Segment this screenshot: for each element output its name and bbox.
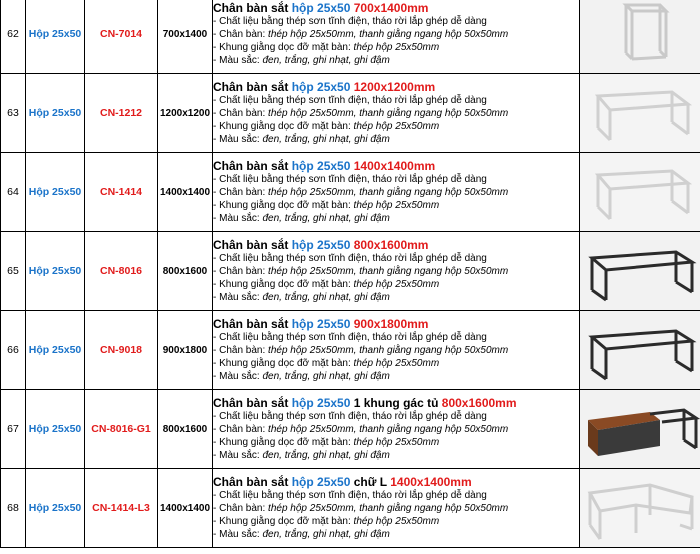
row-description: [213, 74, 580, 153]
spec-material: - Chất liệu bằng thép sơn tĩnh điện, tháo rời lắp ghép dễ dàng: [213, 489, 487, 501]
row-index: 65: [1, 232, 26, 311]
row-size: 800x1600: [158, 232, 213, 311]
title-size: 1200x1200mm: [353, 79, 436, 94]
spec-legs-label: - Chân bàn:: [213, 107, 266, 119]
spec-frame-label: - Khung giằng dọc đỡ mặt bàn:: [213, 516, 351, 527]
row-description: [213, 311, 580, 390]
product-title: [213, 159, 579, 173]
product-image: [580, 232, 700, 310]
row-product-code: CN-1212: [85, 74, 158, 153]
spec-legs-value: thép hộp 25x50mm, thanh giằng ngang hộp 50x50mm: [268, 186, 509, 198]
product-image: [580, 0, 700, 73]
spec-frame: [213, 199, 579, 212]
spec-colors: [213, 54, 579, 67]
title-prefix: Chân bàn sắt: [213, 0, 289, 15]
product-rows: [1, 0, 700, 548]
row-product-code: CN-7014: [85, 0, 158, 74]
spec-frame: [213, 515, 579, 528]
spec-legs-label: - Chân bàn:: [213, 423, 266, 435]
spec-colors: [213, 212, 579, 225]
title-size: 1400x1400mm: [353, 158, 436, 173]
spec-legs: [213, 107, 579, 120]
spec-legs: [213, 502, 579, 515]
spec-legs: [213, 423, 579, 436]
row-material: Hộp 25x50: [26, 469, 85, 548]
row-description: [213, 0, 580, 74]
spec-colors-label: - Màu sắc:: [213, 134, 260, 146]
product-image: [580, 74, 700, 152]
spec-legs-value: thép hộp 25x50mm, thanh giằng ngang hộp 50x50mm: [268, 502, 509, 514]
spec-legs: [213, 265, 579, 278]
title-prefix: Chân bàn sắt: [213, 316, 289, 331]
product-illustration: [580, 390, 700, 468]
spec-frame-label: - Khung giằng dọc đỡ mặt bàn:: [213, 358, 351, 369]
title-extra: 1 khung gác tủ: [353, 395, 439, 410]
spec-frame-label: - Khung giằng dọc đỡ mặt bàn:: [213, 121, 351, 132]
product-illustration: [580, 232, 700, 310]
row-product-image: [580, 232, 700, 311]
title-material: hộp 25x50: [291, 237, 351, 252]
spec-material: - Chất liệu bằng thép sơn tĩnh điện, tháo rời lắp ghép dễ dàng: [213, 331, 487, 343]
row-product-image: [580, 74, 700, 153]
spec-frame: [213, 357, 579, 370]
table-row: [1, 390, 700, 469]
spec-legs-value: thép hộp 25x50mm, thanh giằng ngang hộp 50x50mm: [268, 28, 509, 40]
row-product-image: [580, 153, 700, 232]
row-material: Hộp 25x50: [26, 0, 85, 74]
table-row: [1, 153, 700, 232]
spec-colors-value: đen, trắng, ghi nhạt, ghi đậm: [262, 213, 390, 225]
spec-frame: [213, 120, 579, 133]
row-material: Hộp 25x50: [26, 232, 85, 311]
row-index: 67: [1, 390, 26, 469]
product-image: [580, 390, 700, 468]
row-material: Hộp 25x50: [26, 390, 85, 469]
table-row: [1, 0, 700, 74]
product-illustration: [580, 469, 700, 547]
title-material: hộp 25x50: [291, 0, 351, 15]
spec-legs-label: - Chân bàn:: [213, 186, 266, 198]
spec-colors-value: đen, trắng, ghi nhạt, ghi đậm: [262, 450, 390, 462]
spec-frame-value: thép hộp 25x50mm: [353, 516, 440, 527]
spec-legs-label: - Chân bàn:: [213, 28, 266, 40]
row-size: 900x1800: [158, 311, 213, 390]
title-size: 800x1600mm: [353, 237, 429, 252]
row-size: 1400x1400: [158, 153, 213, 232]
spec-frame-value: thép hộp 25x50mm: [353, 358, 440, 369]
product-title: [213, 475, 579, 489]
title-extra: chữ L: [353, 474, 387, 489]
spec-frame-label: - Khung giằng dọc đỡ mặt bàn:: [213, 437, 351, 448]
title-prefix: Chân bàn sắt: [213, 79, 289, 94]
spec-frame-value: thép hộp 25x50mm: [353, 279, 440, 290]
spec-colors-value: đen, trắng, ghi nhạt, ghi đậm: [262, 371, 390, 383]
title-prefix: Chân bàn sắt: [213, 474, 289, 489]
product-illustration: [580, 74, 700, 152]
spec-legs-label: - Chân bàn:: [213, 344, 266, 356]
spec-colors: [213, 528, 579, 541]
spec-colors: [213, 133, 579, 146]
spec-legs-value: thép hộp 25x50mm, thanh giằng ngang hộp 50x50mm: [268, 265, 509, 277]
spec-frame-label: - Khung giằng dọc đỡ mặt bàn:: [213, 279, 351, 290]
row-material: Hộp 25x50: [26, 153, 85, 232]
row-product-code: CN-9018: [85, 311, 158, 390]
product-title: [213, 396, 579, 410]
spec-frame-value: thép hộp 25x50mm: [353, 200, 440, 211]
spec-colors-value: đen, trắng, ghi nhạt, ghi đậm: [262, 292, 390, 304]
row-product-image: [580, 390, 700, 469]
spec-colors-value: đen, trắng, ghi nhạt, ghi đậm: [262, 55, 390, 67]
row-product-code: CN-1414: [85, 153, 158, 232]
spec-frame: [213, 41, 579, 54]
row-size: 1200x1200: [158, 74, 213, 153]
spec-frame-label: - Khung giằng dọc đỡ mặt bàn:: [213, 200, 351, 211]
product-title: [213, 317, 579, 331]
title-size: 800x1600mm: [441, 395, 517, 410]
spec-legs-value: thép hộp 25x50mm, thanh giằng ngang hộp 50x50mm: [268, 344, 509, 356]
spec-frame-value: thép hộp 25x50mm: [353, 121, 440, 132]
spec-colors-label: - Màu sắc:: [213, 292, 260, 304]
table-row: [1, 74, 700, 153]
row-description: [213, 232, 580, 311]
spec-frame-label: - Khung giằng dọc đỡ mặt bàn:: [213, 42, 351, 53]
product-image: [580, 153, 700, 231]
spec-frame-value: thép hộp 25x50mm: [353, 437, 440, 448]
title-material: hộp 25x50: [291, 79, 351, 94]
title-material: hộp 25x50: [291, 395, 351, 410]
product-illustration: [580, 311, 700, 389]
spec-colors: [213, 449, 579, 462]
table-row: [1, 232, 700, 311]
row-size: 1400x1400: [158, 469, 213, 548]
row-product-code: CN-8016: [85, 232, 158, 311]
row-product-image: [580, 469, 700, 548]
row-product-image: [580, 311, 700, 390]
row-index: 66: [1, 311, 26, 390]
spec-material: - Chất liệu bằng thép sơn tĩnh điện, tháo rời lắp ghép dễ dàng: [213, 173, 487, 185]
spec-colors-label: - Màu sắc:: [213, 55, 260, 67]
spec-legs-value: thép hộp 25x50mm, thanh giằng ngang hộp 50x50mm: [268, 107, 509, 119]
spec-colors-label: - Màu sắc:: [213, 371, 260, 383]
title-size: 900x1800mm: [353, 316, 429, 331]
spec-legs-label: - Chân bàn:: [213, 265, 266, 277]
product-title: [213, 80, 579, 94]
spec-frame: [213, 278, 579, 291]
spec-material: - Chất liệu bằng thép sơn tĩnh điện, tháo rời lắp ghép dễ dàng: [213, 94, 487, 106]
spec-legs: [213, 344, 579, 357]
title-material: hộp 25x50: [291, 474, 351, 489]
row-description: [213, 153, 580, 232]
row-material: Hộp 25x50: [26, 311, 85, 390]
row-material: Hộp 25x50: [26, 74, 85, 153]
table-row: [1, 469, 700, 548]
spec-legs-label: - Chân bàn:: [213, 502, 266, 514]
spec-material: - Chất liệu bằng thép sơn tĩnh điện, tháo rời lắp ghép dễ dàng: [213, 252, 487, 264]
spec-colors-value: đen, trắng, ghi nhạt, ghi đậm: [262, 529, 390, 541]
title-size: 1400x1400mm: [390, 474, 472, 489]
row-index: 62: [1, 0, 26, 74]
product-title: [213, 1, 579, 15]
title-prefix: Chân bàn sắt: [213, 237, 289, 252]
row-index: 68: [1, 469, 26, 548]
product-image: [580, 311, 700, 389]
product-illustration: [580, 153, 700, 231]
row-description: [213, 469, 580, 548]
spec-colors: [213, 291, 579, 304]
spec-colors-label: - Màu sắc:: [213, 450, 260, 462]
row-size: 800x1600: [158, 390, 213, 469]
row-product-code: CN-8016-G1: [85, 390, 158, 469]
row-index: 64: [1, 153, 26, 232]
product-image: [580, 469, 700, 547]
spec-material: - Chất liệu bằng thép sơn tĩnh điện, tháo rời lắp ghép dễ dàng: [213, 15, 487, 27]
title-prefix: Chân bàn sắt: [213, 158, 289, 173]
row-product-code: CN-1414-L3: [85, 469, 158, 548]
title-material: hộp 25x50: [291, 158, 351, 173]
spec-legs: [213, 28, 579, 41]
spec-colors-label: - Màu sắc:: [213, 529, 260, 541]
spec-colors-value: đen, trắng, ghi nhạt, ghi đậm: [262, 134, 390, 146]
table-row: [1, 311, 700, 390]
spec-frame: [213, 436, 579, 449]
row-product-image: [580, 0, 700, 74]
product-title: [213, 238, 579, 252]
row-description: [213, 390, 580, 469]
spec-legs: [213, 186, 579, 199]
spec-frame-value: thép hộp 25x50mm: [353, 42, 440, 53]
spec-legs-value: thép hộp 25x50mm, thanh giằng ngang hộp 50x50mm: [268, 423, 509, 435]
row-size: 700x1400: [158, 0, 213, 74]
spec-colors-label: - Màu sắc:: [213, 213, 260, 225]
title-size: 700x1400mm: [353, 0, 429, 15]
product-illustration: [580, 0, 700, 73]
title-prefix: Chân bàn sắt: [213, 395, 289, 410]
spec-colors: [213, 370, 579, 383]
title-material: hộp 25x50: [291, 316, 351, 331]
row-index: 63: [1, 74, 26, 153]
spec-material: - Chất liệu bằng thép sơn tĩnh điện, tháo rời lắp ghép dễ dàng: [213, 410, 487, 422]
